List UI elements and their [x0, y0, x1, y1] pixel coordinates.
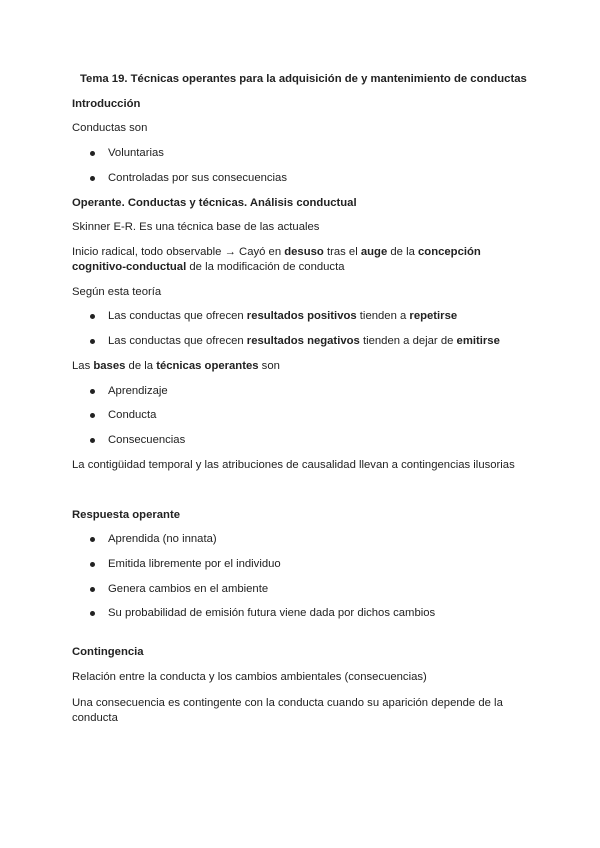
- bullet-dot: [90, 562, 95, 567]
- bullet-dot: [90, 587, 95, 592]
- heading-introduccion: Introducción: [72, 98, 141, 110]
- heading-operante: Operante. Conductas y técnicas. Análisis conductual: [72, 197, 357, 209]
- heading-respuesta-operante: Respuesta operante: [72, 509, 180, 521]
- operante-p1: Skinner E-R. Es una técnica base de las actuales: [72, 221, 320, 233]
- contingencia-p1: Relación entre la conducta y los cambios ambientales (consecuencias): [72, 671, 427, 683]
- respuesta-item-1: Aprendida (no innata): [108, 533, 217, 545]
- bases-item-2: Conducta: [108, 409, 157, 421]
- bullet-dot: [90, 438, 95, 443]
- bullet-dot: [90, 176, 95, 181]
- bullet-dot: [90, 537, 95, 542]
- heading-contingencia: Contingencia: [72, 646, 144, 658]
- bullet-dot: [90, 151, 95, 156]
- operante-bullet-1: Las conductas que ofrecen resultados positivos tienden a repetirse: [108, 310, 458, 322]
- operante-p4: Las bases de la técnicas operantes son: [72, 360, 280, 372]
- bullet-dot: [90, 314, 95, 319]
- bullet-dot: [90, 339, 95, 344]
- operante-p2-line1: Inicio radical, todo observable → Cayó en desuso tras el auge de la concepción: [72, 246, 481, 258]
- operante-p5: La contigüidad temporal y las atribuciones de causalidad llevan a contingencias ilusorias: [72, 459, 515, 471]
- contingencia-p2-line1: Una consecuencia es contingente con la conducta cuando su aparición depende de la: [72, 697, 503, 709]
- bases-item-3: Consecuencias: [108, 434, 186, 446]
- document-title: Tema 19. Técnicas operantes para la adquisición de y mantenimiento de conductas: [80, 73, 527, 85]
- bullet-dot: [90, 389, 95, 394]
- intro-lead: Conductas son: [72, 122, 148, 134]
- respuesta-item-3: Genera cambios en el ambiente: [108, 583, 269, 595]
- respuesta-item-4: Su probabilidad de emisión futura viene dada por dichos cambios: [108, 607, 436, 619]
- bullet-dot: [90, 413, 95, 418]
- intro-item-2: Controladas por sus consecuencias: [108, 172, 287, 184]
- bullet-dot: [90, 611, 95, 616]
- bases-item-1: Aprendizaje: [108, 385, 168, 397]
- respuesta-item-2: Emitida libremente por el individuo: [108, 558, 281, 570]
- contingencia-p2-line2: conducta: [72, 712, 118, 724]
- operante-p2-line2: cognitivo-conductual de la modificación de conducta: [72, 261, 345, 273]
- operante-bullet-2: Las conductas que ofrecen resultados negativos tienden a dejar de emitirse: [108, 335, 500, 347]
- intro-item-1: Voluntarias: [108, 147, 164, 159]
- operante-p3: Según esta teoría: [72, 286, 162, 298]
